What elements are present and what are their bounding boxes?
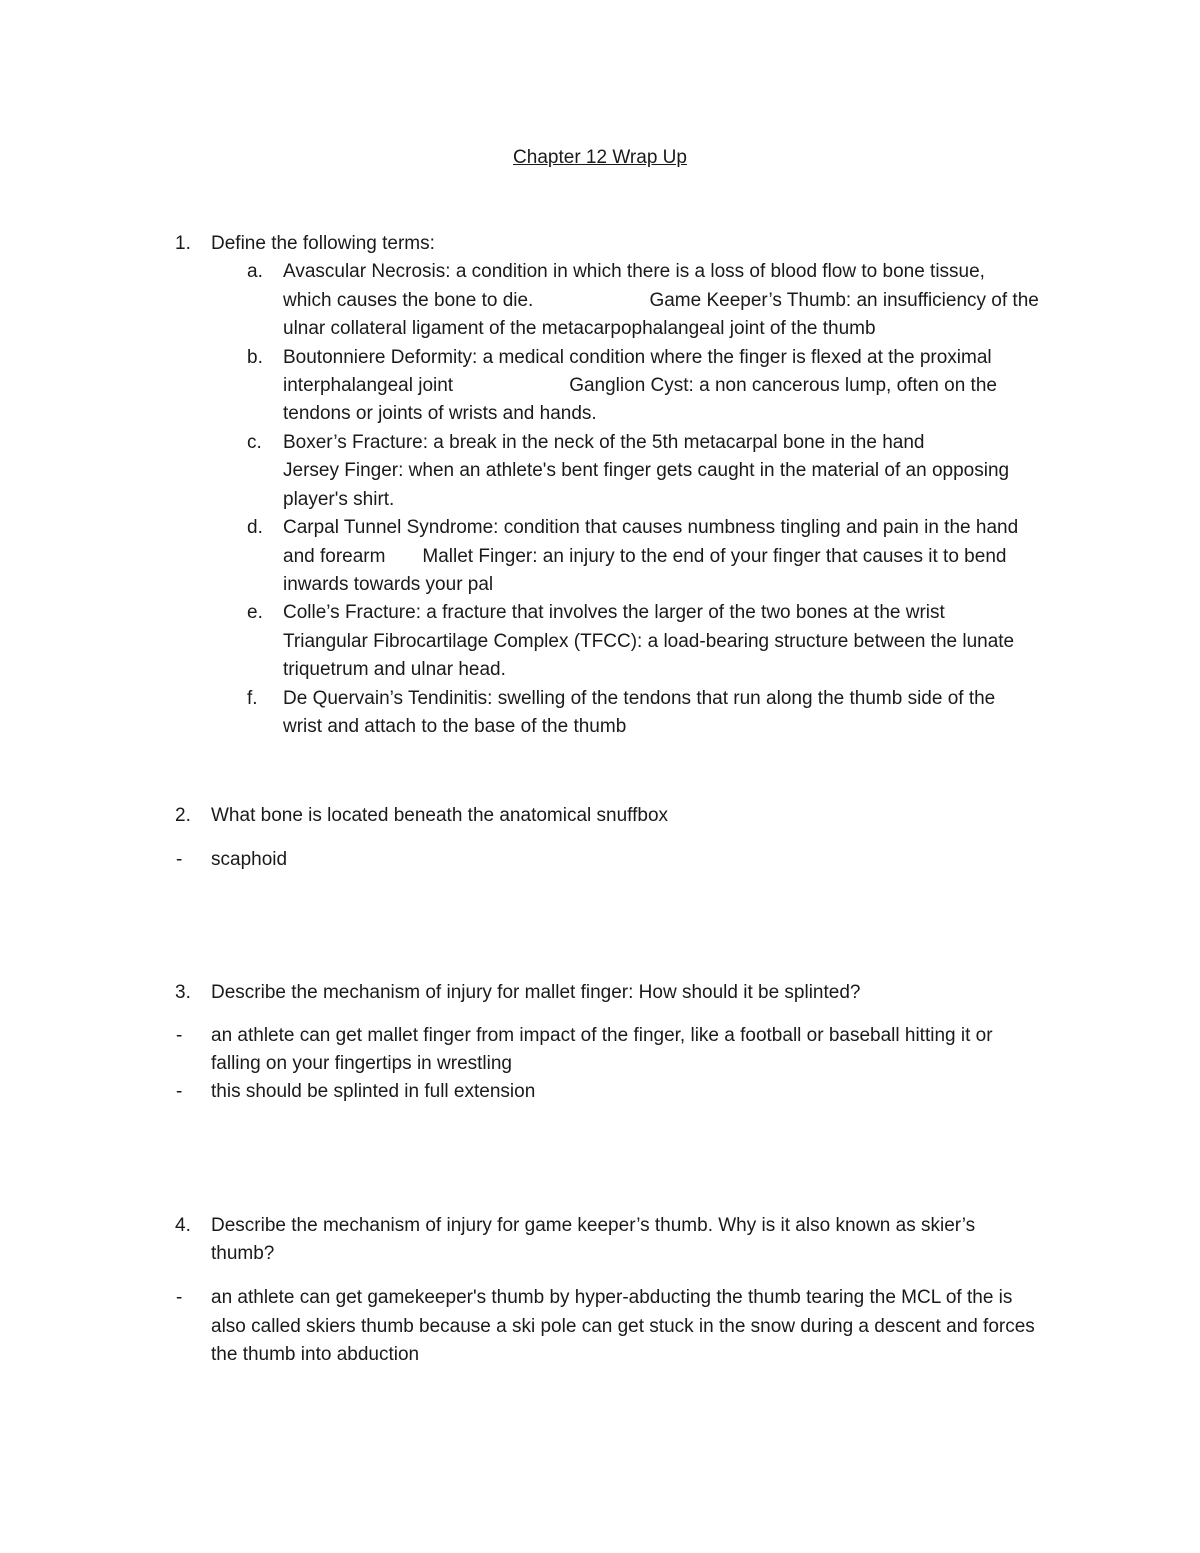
item-line: tendons or joints of wrists and hands. — [283, 403, 597, 424]
answer-line: the thumb into abduction — [211, 1344, 420, 1365]
item-line: interphalangeal joint Ganglion Cyst: a non cancerous lump, often on the — [283, 375, 997, 396]
answer-bullet: - — [176, 849, 183, 870]
item-line: De Quervain’s Tendinitis: swelling of the tendons that run along the thumb side of the — [283, 688, 996, 709]
item-marker: f. — [247, 688, 258, 709]
item-line: Triangular Fibrocartilage Complex (TFCC): a load-bearing structure between the lunate — [283, 631, 1015, 652]
answer-bullet: - — [176, 1081, 183, 1102]
item-line: Carpal Tunnel Syndrome: condition that causes numbness tingling and pain in the hand — [283, 517, 1019, 538]
question-number: 1. — [175, 233, 191, 254]
question-text: Describe the mechanism of injury for mallet finger: How should it be splinted? — [211, 982, 861, 1003]
item-line: ulnar collateral ligament of the metacarpophalangeal joint of the thumb — [283, 318, 876, 339]
item-line: Avascular Necrosis: a condition in which there is a loss of blood flow to bone tissue, — [283, 261, 985, 282]
item-marker: b. — [247, 347, 263, 368]
answer-line: this should be splinted in full extension — [211, 1081, 536, 1102]
item-line: player's shirt. — [283, 489, 395, 510]
item-line: Jersey Finger: when an athlete's bent finger gets caught in the material of an opposing — [283, 460, 1010, 481]
question-text: What bone is located beneath the anatomical snuffbox — [211, 805, 669, 826]
question-text: Describe the mechanism of injury for game keeper’s thumb. Why is it also known as skier’s — [211, 1215, 976, 1236]
answer-line: an athlete can get gamekeeper's thumb by hyper-abducting the thumb tearing the MCL of the is — [211, 1287, 1013, 1308]
item-line: wrist and attach to the base of the thumb — [283, 716, 627, 737]
item-line: Boxer’s Fracture: a break in the neck of the 5th metacarpal bone in the hand — [283, 432, 925, 453]
item-line: Colle’s Fracture: a fracture that involves the larger of the two bones at the wrist — [283, 602, 945, 623]
answer-line: also called skiers thumb because a ski pole can get stuck in the snow during a descent and forces — [211, 1316, 1035, 1337]
answer-line: falling on your fingertips in wrestling — [211, 1053, 512, 1074]
item-marker: a. — [247, 261, 263, 282]
item-line: triquetrum and ulnar head. — [283, 659, 506, 680]
question-text: thumb? — [211, 1243, 275, 1264]
question-text: Define the following terms: — [211, 233, 435, 254]
item-marker: e. — [247, 602, 263, 623]
item-line: and forearm Mallet Finger: an injury to the end of your finger that causes it to bend — [283, 546, 1007, 567]
item-line: which causes the bone to die. Game Keeper’s Thumb: an insufficiency of the — [283, 290, 1039, 311]
item-marker: d. — [247, 517, 263, 538]
answer-bullet: - — [176, 1025, 183, 1046]
question-number: 4. — [175, 1215, 191, 1236]
item-line: inwards towards your pal — [283, 574, 494, 595]
question-number: 2. — [175, 805, 191, 826]
answer-line: an athlete can get mallet finger from impact of the finger, like a football or baseball hitting it or — [211, 1025, 993, 1046]
item-marker: c. — [247, 432, 262, 453]
item-line: Boutonniere Deformity: a medical condition where the finger is flexed at the proximal — [283, 347, 992, 368]
answer-bullet: - — [176, 1287, 183, 1308]
question-number: 3. — [175, 982, 191, 1003]
document-title: Chapter 12 Wrap Up — [513, 147, 687, 168]
answer-line: scaphoid — [211, 849, 288, 870]
